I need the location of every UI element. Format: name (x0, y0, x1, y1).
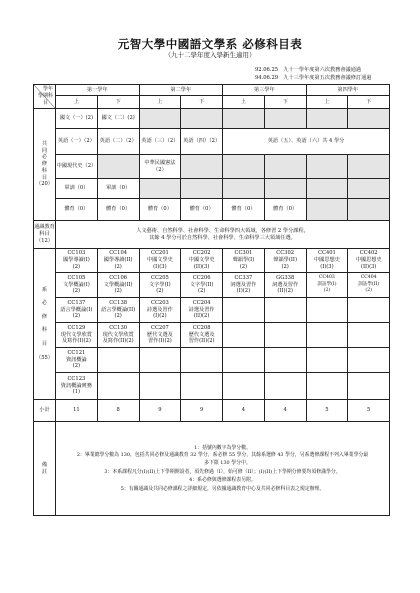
general-education-label: 通識教育 科目 （12） (34, 221, 56, 249)
empty-cell (264, 109, 306, 129)
empty-cell (139, 373, 181, 400)
subtotal-value: 8 (97, 400, 139, 422)
empty-cell (306, 373, 348, 400)
subtotal-label: 小計 (34, 400, 56, 422)
header-semester-up: 上 (306, 96, 348, 109)
empty-cell (97, 155, 139, 179)
course-cell: 體育（0） (97, 199, 139, 221)
course-cell: 軍訓（0） (97, 179, 139, 199)
course-cell: CC404 訓詁學(II) (2) (348, 273, 390, 298)
empty-cell (139, 109, 181, 129)
header-year-4: 第四學年 (306, 85, 390, 96)
empty-cell (348, 323, 390, 348)
course-cell-wide: 英語（五）、英語（六）共 4 學分 (223, 129, 390, 155)
empty-cell (348, 109, 390, 129)
header-year-1: 第一學年 (56, 85, 140, 96)
empty-cell (139, 348, 181, 373)
course-cell: 英語（四）（2） (181, 129, 223, 155)
empty-cell (306, 348, 348, 373)
approval-note-1: 92.06.25 九十一學年度第六次教務會議通過 (255, 67, 362, 73)
course-cell: 中華民國憲法（2） (139, 155, 181, 179)
header-corner-year: 學年 (42, 86, 53, 92)
empty-cell (223, 109, 265, 129)
course-cell: 軍訓（0） (56, 179, 98, 199)
course-cell: 體育（0） (139, 199, 181, 221)
approval-note-2: 94.06.29 九十三學年度第五次教務會議修訂通過 (255, 75, 372, 81)
empty-cell (306, 179, 348, 199)
header-semester-down: 下 (181, 96, 223, 109)
subtotal-value: 5 (306, 400, 348, 422)
course-cell: CC205 文字學(I) (2) (139, 273, 181, 298)
course-cell: CC208 歷代文選及 習作(II)(2) (181, 323, 223, 348)
empty-cell (97, 348, 139, 373)
header-corner (34, 85, 56, 109)
empty-cell (306, 109, 348, 129)
course-cell: CC203 詩選及習作 (I)(2) (139, 298, 181, 323)
course-cell: 英語（二）（2） (97, 129, 139, 155)
course-cell: 體育（0） (56, 199, 98, 221)
empty-cell (181, 179, 223, 199)
empty-cell (348, 298, 390, 323)
course-cell: CC302 聲韻學(II) (2) (264, 249, 306, 273)
empty-cell (264, 179, 306, 199)
note-item: 多下限 130 學分中。 (194, 460, 251, 467)
course-cell: CC337 詞選及習作 (I)(2) (223, 273, 265, 298)
empty-cell (223, 179, 265, 199)
header-corner-subject: 學期科目 (37, 93, 53, 107)
major-required-label: 系 必 修 科 目 （55） (34, 249, 56, 400)
notes-label: 備 註 (34, 422, 56, 516)
empty-cell (348, 348, 390, 373)
header-semester-up: 上 (223, 96, 265, 109)
note-item: 5：有關通識及共同必修課程之詳細規定，另依據通識教育中心及共同必修科目表之規定辦理。 (120, 485, 325, 492)
common-required-label: 共 同 必 修 科 目 （20） (34, 109, 56, 221)
empty-cell (264, 373, 306, 400)
header-year-3: 第三學年 (223, 85, 307, 96)
empty-cell (181, 155, 223, 179)
empty-cell (181, 373, 223, 400)
page-title: 元智大學中國語文學系 必修科目表 (117, 37, 303, 51)
empty-cell (306, 155, 348, 179)
header-semester-up: 上 (56, 96, 98, 109)
course-cell: CC202 中國文學史 (II)(3) (181, 249, 223, 273)
course-cell: CC123 資訊概論實務 (1) (56, 373, 98, 400)
course-cell: 英語（一）（2） (56, 129, 98, 155)
notes-content (56, 422, 390, 516)
course-cell: 國文（一）(2) (56, 109, 98, 129)
empty-cell (223, 298, 265, 323)
empty-cell (264, 298, 306, 323)
course-cell: CC121 資訊概論 (2) (56, 348, 98, 373)
course-cell: CC137 語言學概論(I) (2) (56, 298, 98, 323)
course-cell: CC138 語言學概論(II) (2) (97, 298, 139, 323)
header-semester-down: 下 (348, 96, 390, 109)
subtotal-value: 9 (139, 400, 181, 422)
empty-cell (223, 155, 265, 179)
note-item: 2：畢業總學分數為 130，包括共同必修及通識教育 32 學分，系必修 55 學分，其餘系選修 43 學分，另系選修課程不列入畢業學分最 (76, 452, 369, 459)
subtotal-value: 4 (223, 400, 265, 422)
empty-cell (139, 179, 181, 199)
header-year-2: 第二學年 (139, 85, 223, 96)
empty-cell (97, 373, 139, 400)
course-cell: CC103 國學導讀(I) (2) (56, 249, 98, 273)
note-item: 4：系必修與選修課程表另附。 (189, 477, 256, 484)
subtotal-value: 9 (181, 400, 223, 422)
note-item: 1：括號內數字為學分數。 (194, 444, 251, 451)
course-cell: CC104 國學導讀(II) (2) (97, 249, 139, 273)
empty-cell (264, 348, 306, 373)
empty-cell (348, 179, 390, 199)
course-cell: CC402 中國思想史 (II)(3) (348, 249, 390, 273)
empty-cell (223, 348, 265, 373)
empty-cell (223, 373, 265, 400)
empty-cell (306, 323, 348, 348)
general-education-description: 人文藝術、自然科學、社會科學、生命科學四大領域，各修習 2 學分課程， 其餘 4 學分可於自然科學、社會科學、生命科學三大領域任選。 (56, 221, 390, 249)
empty-cell (306, 199, 348, 221)
header-semester-down: 下 (97, 96, 139, 109)
course-cell: CC403 訓詁學(I) (2) (306, 273, 348, 298)
course-cell: CC401 中國思想史 (I)(3) (306, 249, 348, 273)
empty-cell (348, 199, 390, 221)
empty-cell (264, 155, 306, 179)
note-item: 3：本系課程凡分(I)(II)上下學期開設者，須先修過（I），始可修（II）；(I)(II)上下學期分修要均須修滿學分。 (104, 468, 341, 475)
course-cell: CC130 現代文學欣賞 及寫作(II)(2) (97, 323, 139, 348)
header-semester-down: 下 (264, 96, 306, 109)
course-cell: CC301 聲韻學(I) (2) (223, 249, 265, 273)
empty-cell (348, 155, 390, 179)
course-cell: CC129 現代文學欣賞 及寫作(I)(2) (56, 323, 98, 348)
empty-cell (223, 323, 265, 348)
empty-cell (181, 109, 223, 129)
empty-cell (181, 348, 223, 373)
course-cell: CC105 文學概論(I) (2) (56, 273, 98, 298)
course-cell: CC207 歷代文選及 習作(I)(2) (139, 323, 181, 348)
subtotal-value: 4 (264, 400, 306, 422)
empty-cell (264, 323, 306, 348)
course-cell: CC201 中國文學史 (I)(3) (139, 249, 181, 273)
course-cell: 國文（二）(2) (97, 109, 139, 129)
header-semester-up: 上 (139, 96, 181, 109)
course-cell: GG338 詞選及習作 (II)(2) (264, 273, 306, 298)
course-cell: 中國現代史（2） (56, 155, 98, 179)
course-cell: CC204 詩選及習作 (II)(2) (181, 298, 223, 323)
empty-cell (348, 373, 390, 400)
page-subtitle: （九十二學年度入學新生適用） (164, 51, 256, 59)
course-cell: 英語（三）（2） (139, 129, 181, 155)
course-cell: 體育（0） (223, 199, 265, 221)
empty-cell (306, 298, 348, 323)
curriculum-table (33, 84, 390, 516)
subtotal-value: 11 (56, 400, 98, 422)
course-cell: 體育（0） (181, 199, 223, 221)
subtotal-value: 5 (348, 400, 390, 422)
course-cell: CC106 文學概論(II) (2) (97, 273, 139, 298)
course-cell: CC206 文字學(II) (2) (181, 273, 223, 298)
course-cell: 體育（0） (264, 199, 306, 221)
